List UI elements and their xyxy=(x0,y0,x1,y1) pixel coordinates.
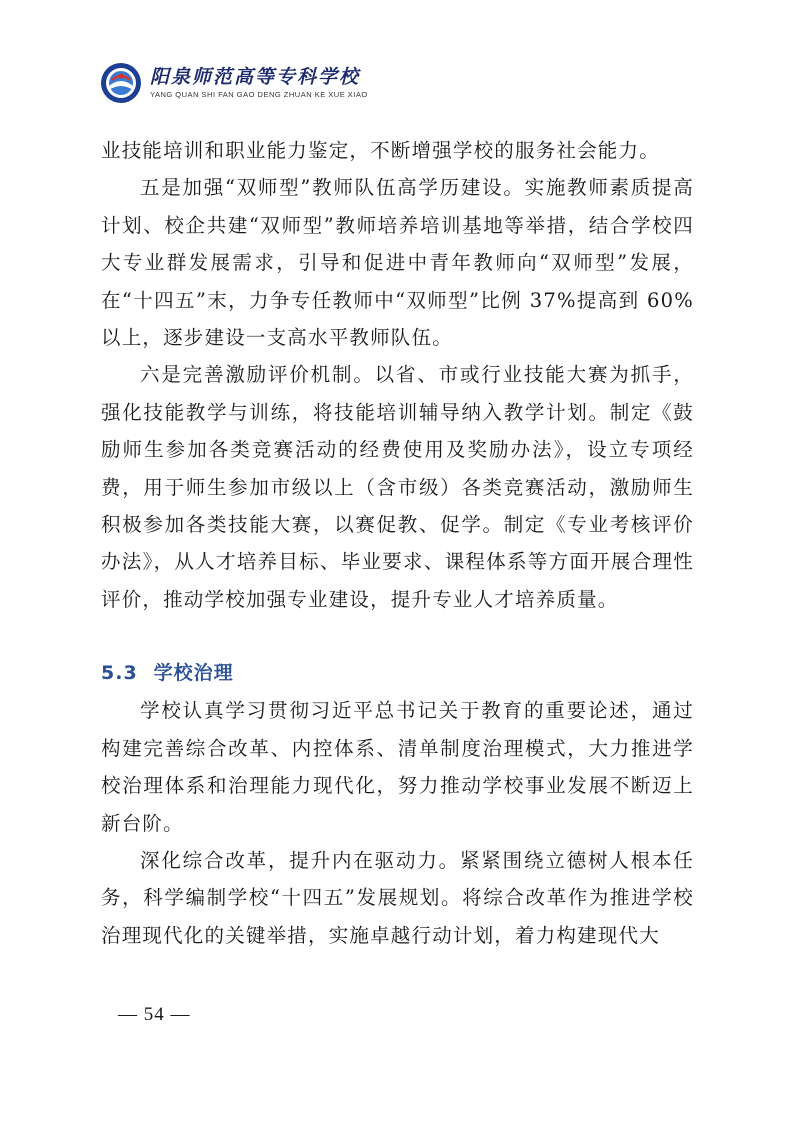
school-name-pinyin: YANG QUAN SHI FAN GAO DENG ZHUAN KE XUE XIAO xyxy=(150,90,368,99)
paragraph-governance-intro: 学校认真学习贯彻习近平总书记关于教育的重要论述，通过构建完善综合改革、内控体系、清单制度治理模式，大力推进学校治理体系和治理能力现代化，努力推动学校事业发展不断迈上新台阶。 xyxy=(101,699,694,835)
paragraph-double-qualified-teachers: 五是加强“双师型”教师队伍高学历建设。实施教师素质提高计划、校企共建“双师型”教师培养培训基地等举措，结合学校四大专业群发展需求，引导和促进中青年教师向“双师型”发展，在“十四五”末，力争专任教师中“双师型”比例 37%提高到 60%以上，逐步建设一支高水平教师队伍。 xyxy=(101,176,694,350)
page-header xyxy=(100,58,368,108)
section-number: 5.3 xyxy=(101,662,138,685)
document-body xyxy=(101,132,694,954)
school-name-chinese: 阳泉师范高等专科学校 xyxy=(150,66,361,88)
section-title: 学校治理 xyxy=(153,662,234,685)
school-logo-icon xyxy=(100,62,142,104)
school-name-block xyxy=(150,66,368,100)
section-heading xyxy=(101,655,694,692)
page-number: — 54 — xyxy=(118,1004,191,1025)
paragraph-incentive-evaluation: 六是完善激励评价机制。以省、市或行业技能大赛为抓手，强化技能教学与训练，将技能培训辅导纳入教学计划。制定《鼓励师生参加各类竞赛活动的经费使用及奖励办法》，设立专项经费，用于师生参加市级以上（含市级）各类竞赛活动，激励师生积极参加各类技能大赛，以赛促教、促学。制定《专业考核评价办法》，从人才培养目标、毕业要求、课程体系等方面开展合理性评价，推动学校加强专业建设，提升专业人才培养质量。 xyxy=(101,363,694,611)
paragraph-continuation: 业技能培训和职业能力鉴定，不断增强学校的服务社会能力。 xyxy=(101,139,660,162)
paragraph-comprehensive-reform: 深化综合改革，提升内在驱动力。紧紧围绕立德树人根本任务，科学编制学校“十四五”发展规划。将综合改革作为推进学校治理现代化的关键举措，实施卓越行动计划，着力构建现代大 xyxy=(101,848,694,947)
